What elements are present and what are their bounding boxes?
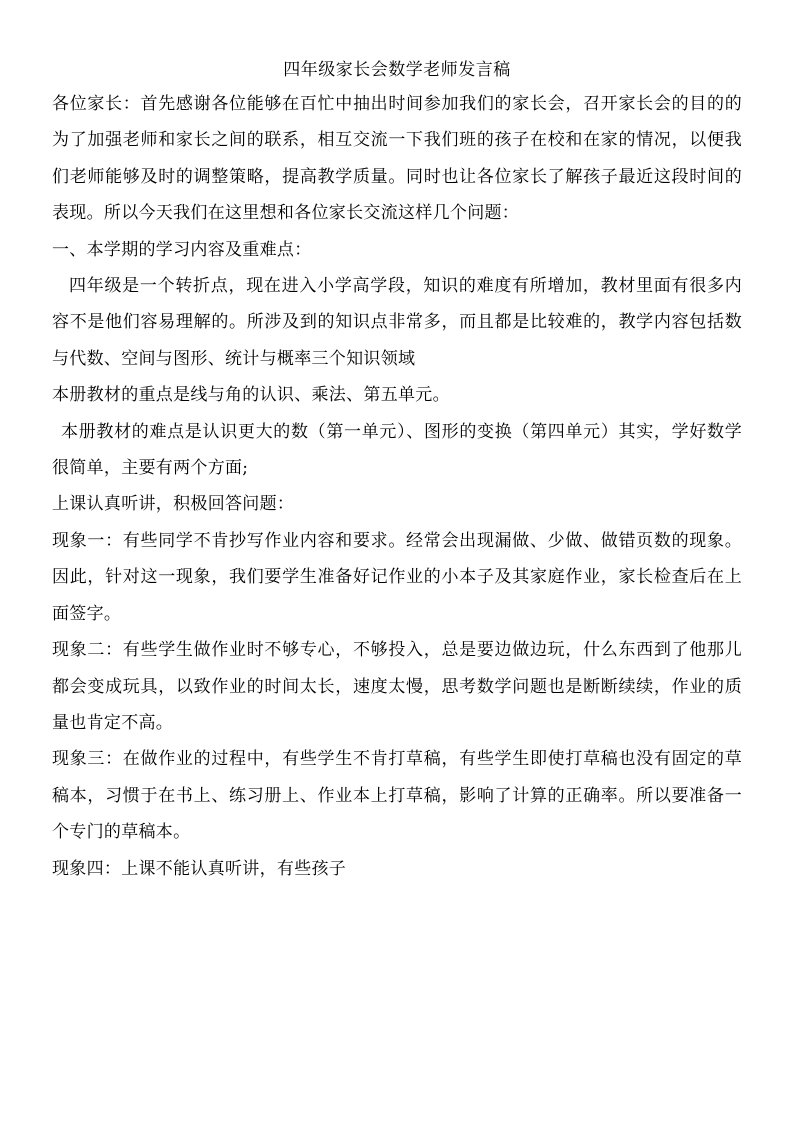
paragraph-key-points: 本册教材的重点是线与角的认识、乘法、第五单元。 — [52, 385, 450, 406]
paragraph-phenomenon-2: 现象二：有些学生做作业时不够专心，不够投入，总是要边做边玩，什么东西到了他那儿都会变成玩具，以致作业的时间太长，速度太慢，思考数学问题也是断断续续，作业的质量也肯定不高。 — [52, 640, 742, 733]
paragraph-phenomenon-3: 现象三：在做作业的过程中，有些学生不肯打草稿，有些学生即使打草稿也没有固定的草稿本，习惯于在书上、练习册上、作业本上打草稿，影响了计算的正确率。所以要准备一个专门的草稿本。 — [52, 749, 742, 843]
paragraph-phenomenon-1: 现象一：有些同学不肯抄写作业内容和要求。经常会出现漏做、少做、做错页数的现象。因此，针对这一现象，我们要学生准备好记作业的小本子及其家庭作业，家长检查后在上面签字。 — [52, 530, 742, 624]
document-title: 四年级家长会数学老师发言稿 — [283, 60, 511, 80]
section-heading-content: 一、本学期的学习内容及重难点： — [52, 239, 312, 260]
paragraph-listen-in-class: 上课认真听讲，积极回答问题： — [52, 494, 295, 515]
document-page — [52, 58, 742, 887]
paragraph-greeting: 各位家长：首先感谢各位能够在百忙中抽出时间参加我们的家长会，召开家长会的目的的为了加强老师和家长之间的联系，相互交流一下我们班的孩子在校和在家的情况，以便我们老师能够及时的调整策略，提高教学质量。同时也让各位家长了解孩子最近这段时间的表现。所以今天我们在这里想和各位家长交流这样几个问题： — [52, 94, 742, 224]
paragraph-phenomenon-4: 现象四：上课不能认真听讲，有些孩子 — [52, 858, 347, 879]
paragraph-difficult-points: 本册教材的难点是认识更大的数（第一单元）、图形的变换（第四单元）其实，学好数学很简单，主要有两个方面; — [52, 421, 742, 479]
paragraph-grade-overview: 四年级是一个转折点，现在进入小学高学段，知识的难度有所增加，教材里面有很多内容不是他们容易理解的。所涉及到的知识点非常多，而且都是比较难的，教学内容包括数与代数、空间与图形、统计与概率三个知识领域 — [52, 276, 742, 369]
